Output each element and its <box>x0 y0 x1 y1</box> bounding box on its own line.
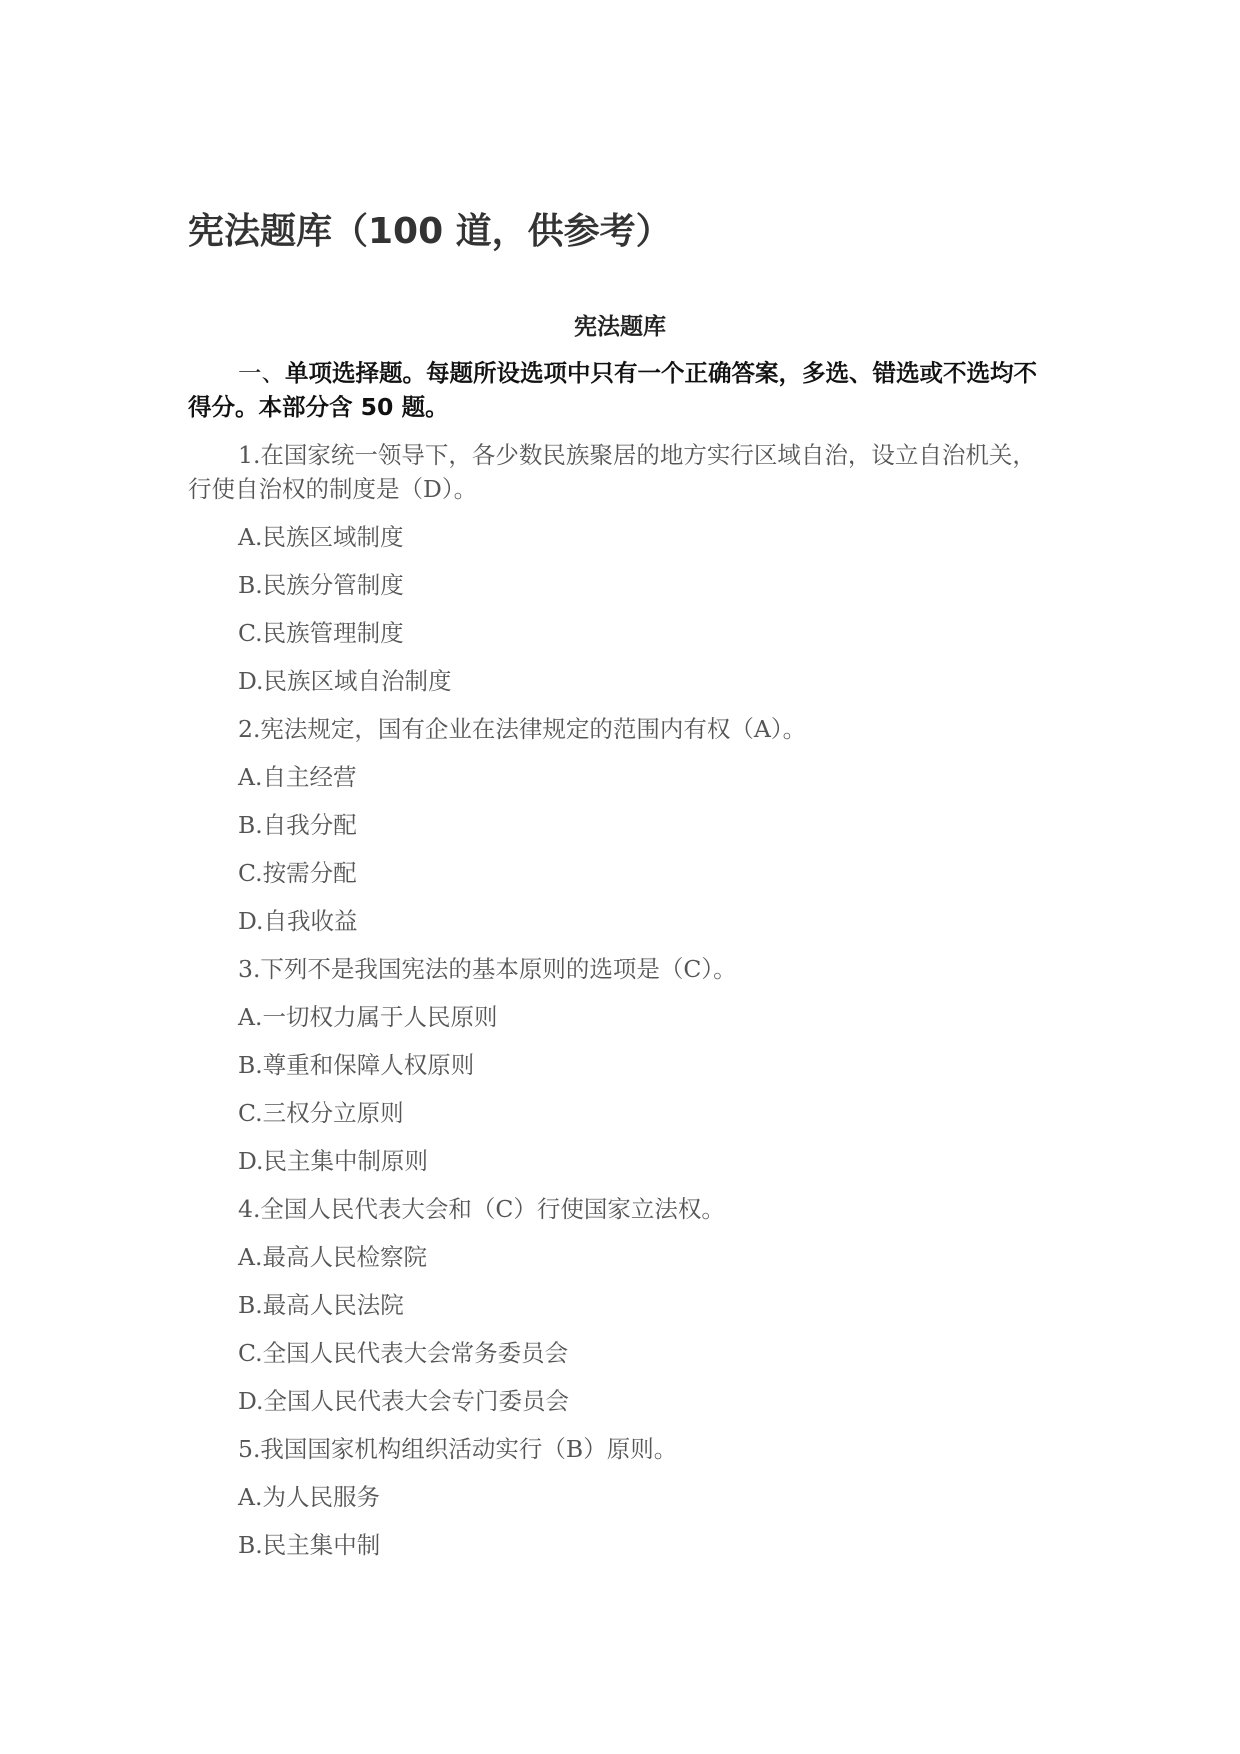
answer-option: D.全国人民代表大会专门委员会 <box>238 1387 569 1415</box>
answer-option: B.尊重和保障人权原则 <box>238 1051 475 1079</box>
answer-option: C.全国人民代表大会常务委员会 <box>238 1339 569 1367</box>
answer-option: A.最高人民检察院 <box>238 1243 427 1271</box>
answer-option: A.民族区域制度 <box>238 523 404 551</box>
section-number: 一、 <box>238 359 285 387</box>
question-block <box>188 438 1058 698</box>
answer-option: B.自我分配 <box>238 811 357 839</box>
answer-option: C.民族管理制度 <box>238 619 404 647</box>
answer-option: B.民主集中制 <box>238 1531 381 1559</box>
answer-option: B.最高人民法院 <box>238 1291 404 1319</box>
question-block <box>188 712 1058 938</box>
section-instruction-text: 单项选择题。每题所设选项中只有一个正确答案，多选、错选或不选均不得分。本部分含 50 题。 <box>188 359 1037 421</box>
answer-option: D.民主集中制原则 <box>238 1147 428 1175</box>
question-block <box>188 1192 1058 1418</box>
question-block <box>188 1432 1058 1562</box>
answer-option: A.自主经营 <box>238 763 357 791</box>
question-text: 1.在国家统一领导下，各少数民族聚居的地方实行区域自治，设立自治机关，行使自治权的制度是（D）。 <box>188 441 1036 503</box>
answer-option: A.为人民服务 <box>238 1483 380 1511</box>
question-text: 3.下列不是我国宪法的基本原则的选项是（C）。 <box>238 955 737 983</box>
question-list <box>188 438 1058 1576</box>
answer-option: C.三权分立原则 <box>238 1099 404 1127</box>
answer-option: D.民族区域自治制度 <box>238 667 452 695</box>
answer-option: B.民族分管制度 <box>238 571 404 599</box>
question-text: 4.全国人民代表大会和（C）行使国家立法权。 <box>238 1195 725 1223</box>
question-text: 2.宪法规定，国有企业在法律规定的范围内有权（A）。 <box>238 715 807 743</box>
document-title: 宪法题库（100 道，供参考） <box>188 211 672 252</box>
answer-option: C.按需分配 <box>238 859 357 887</box>
question-block <box>188 952 1058 1178</box>
answer-option: A.一切权力属于人民原则 <box>238 1003 498 1031</box>
question-text: 5.我国国家机构组织活动实行（B）原则。 <box>238 1435 678 1463</box>
section-heading: 宪法题库 <box>574 314 666 340</box>
section-instruction <box>188 356 1058 424</box>
answer-option: D.自我收益 <box>238 907 358 935</box>
